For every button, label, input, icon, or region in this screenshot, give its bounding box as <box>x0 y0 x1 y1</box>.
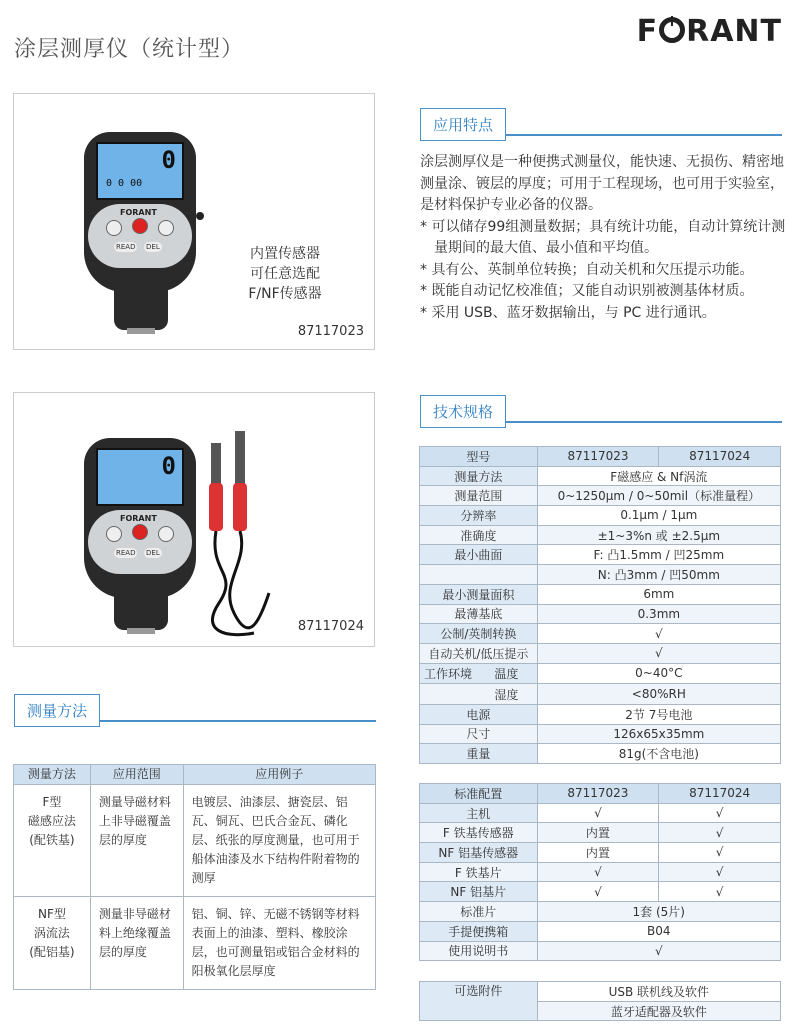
device-right-button <box>158 220 174 236</box>
spec-value: F磁感应 & Nf涡流 <box>537 466 780 486</box>
spec-label: 公制/英制转换 <box>420 624 538 644</box>
config-value-b: √ <box>659 862 781 882</box>
method-table <box>13 764 376 990</box>
config-label: NF 铝基片 <box>420 882 538 902</box>
method-header: 测量方法 <box>14 765 91 785</box>
spec-value: F: 凸1.5mm / 凹25mm <box>537 545 780 565</box>
env-temp-label: 温度 <box>494 666 519 681</box>
del-button: DEL <box>146 243 160 251</box>
device-power-button <box>132 524 148 540</box>
specs-table <box>419 446 781 764</box>
specs-section-header <box>420 395 782 435</box>
spec-label: 尺寸 <box>420 724 538 744</box>
spec-value: √ <box>537 624 780 644</box>
config-label: F 铁基传感器 <box>420 823 538 843</box>
method-scope: 测量导磁材料上非导磁覆盖层的厚度 <box>90 785 183 897</box>
method-scope: 测量非导磁材料上绝缘覆盖层的厚度 <box>90 897 183 990</box>
method-header: 应用范围 <box>90 765 183 785</box>
lcd-reading: 0 <box>161 452 176 480</box>
config-value-a: 内置 <box>537 843 659 863</box>
config-value-b: √ <box>659 882 781 902</box>
config-label: 使用说明书 <box>420 941 538 961</box>
config-value: √ <box>537 941 780 961</box>
spec-value: 126x65x35mm <box>537 724 780 744</box>
gauge-illustration-1 <box>84 132 209 342</box>
method-section-header <box>14 694 376 734</box>
spec-value: 0~40°C <box>537 663 780 684</box>
lcd-segments: 0 0 00 <box>106 178 143 189</box>
config-value-a: √ <box>537 882 659 902</box>
features-text <box>420 152 790 324</box>
config-header-label: 标准配置 <box>420 784 538 804</box>
specs-heading: 技术规格 <box>420 395 506 428</box>
method-name: NF型 涡流法 (配铝基) <box>14 897 91 990</box>
config-value-b: √ <box>659 823 781 843</box>
spec-label: 重量 <box>420 744 538 764</box>
spec-label: 电源 <box>420 704 538 724</box>
spec-label: 最小测量面积 <box>420 584 538 604</box>
spec-value: ±1~3%n 或 ±2.5μm <box>537 525 780 545</box>
read-button: READ <box>116 549 136 557</box>
spec-label <box>420 565 538 585</box>
config-value-a: √ <box>537 862 659 882</box>
config-header-model-b: 87117024 <box>659 784 781 804</box>
device-brand: FORANT <box>120 514 157 523</box>
del-button: DEL <box>146 549 160 557</box>
spec-value: N: 凸3mm / 凹50mm <box>537 565 780 585</box>
spec-label: 准确度 <box>420 525 538 545</box>
spec-value: 0.1μm / 1μm <box>537 506 780 526</box>
external-probes-icon <box>199 423 289 643</box>
caption-line-3: F/NF传感器 <box>248 286 322 302</box>
spec-label: 自动关机/低压提示 <box>420 643 538 663</box>
device-left-button <box>106 526 122 542</box>
config-label: F 铁基片 <box>420 862 538 882</box>
specs-header-model-a: 87117023 <box>537 447 659 467</box>
method-name: F型 磁感应法 (配铁基) <box>14 785 91 897</box>
spec-value: 6mm <box>537 584 780 604</box>
config-table <box>419 783 781 961</box>
method-heading: 测量方法 <box>14 694 100 727</box>
device-left-button <box>106 220 122 236</box>
config-value-a: 内置 <box>537 823 659 843</box>
brand-logo: F RANT <box>636 14 782 49</box>
env-cell <box>420 684 538 705</box>
config-label: 标准片 <box>420 902 538 922</box>
accessories-label: 可选附件 <box>420 982 538 1021</box>
caption-line-1: 内置传感器 <box>250 246 320 262</box>
strap-hook <box>196 212 204 220</box>
features-section-header <box>420 108 782 148</box>
device-power-button <box>132 218 148 234</box>
feature-bullet: * 采用 USB、蓝牙数据输出，与 PC 进行通讯。 <box>420 304 716 321</box>
config-header-model-a: 87117023 <box>537 784 659 804</box>
config-value-b: √ <box>659 803 781 823</box>
spec-label: 最小曲面 <box>420 545 538 565</box>
spec-value: √ <box>537 643 780 663</box>
device-brand: FORANT <box>120 208 157 217</box>
model-number-2: 87117024 <box>297 619 364 634</box>
method-header: 应用例子 <box>183 765 375 785</box>
caption-line-2: 可任意选配 <box>250 266 320 282</box>
config-label: 手提便携箱 <box>420 921 538 941</box>
spec-value: 0.3mm <box>537 604 780 624</box>
env-humidity-label: 湿度 <box>494 687 519 702</box>
specs-header-model-b: 87117024 <box>659 447 781 467</box>
read-button: READ <box>116 243 136 251</box>
env-label: 工作环境 <box>423 666 472 681</box>
product-image-1 <box>13 93 375 350</box>
spec-value: 2节 7号电池 <box>537 704 780 724</box>
spec-label: 测量范围 <box>420 486 538 506</box>
features-heading: 应用特点 <box>420 108 506 141</box>
config-value: 1套 (5片) <box>537 902 780 922</box>
config-value-b: √ <box>659 843 781 863</box>
page-title: 涂层测厚仪（统计型） <box>14 37 245 62</box>
spec-label: 最薄基底 <box>420 604 538 624</box>
feature-bullet: * 既能自动记忆校准值；又能自动识别被测基体材质。 <box>420 283 754 299</box>
accessories-table <box>419 981 781 1021</box>
spec-value: 81g(不含电池) <box>537 744 780 764</box>
lcd-reading: 0 <box>161 146 176 174</box>
specs-header-label: 型号 <box>420 447 538 467</box>
method-example: 电镀层、油漆层、搪瓷层、铝瓦、铜瓦、巴氏合金瓦、磷化层、纸张的厚度测量，也可用于船体油漆及水下结构件附着物的测厚 <box>183 785 375 897</box>
accessory-item: 蓝牙适配器及软件 <box>537 1001 780 1021</box>
env-cell <box>420 663 538 684</box>
spec-value: 0~1250μm / 0~50mil（标准量程） <box>537 486 780 506</box>
accessory-item: USB 联机线及软件 <box>537 982 780 1002</box>
feature-bullet: * 可以储存99组测量数据；具有统计功能，自动计算统计测量期间的最大值、最小值和平均值。 <box>420 218 786 256</box>
config-value-a: √ <box>537 803 659 823</box>
spec-label: 测量方法 <box>420 466 538 486</box>
feature-bullet: * 具有公、英制单位转换；自动关机和欠压提示功能。 <box>420 261 754 278</box>
config-label: 主机 <box>420 803 538 823</box>
spec-label: 分辨率 <box>420 506 538 526</box>
spec-value: <80%RH <box>537 684 780 705</box>
config-label: NF 铝基传感器 <box>420 843 538 863</box>
features-intro: 涂层测厚仪是一种便携式测量仪，能快速、无损伤、精密地测量涂、镀层的厚度；可用于工程现场，也可用于实验室，是材料保护专业必备的仪器。 <box>420 154 784 213</box>
config-value: B04 <box>537 921 780 941</box>
device-right-button <box>158 526 174 542</box>
gauge-illustration-2 <box>84 438 209 648</box>
method-example: 铝、铜、锌、无磁不锈钢等材料表面上的油漆、塑料、橡胶涂层，也可测量铝或铝合金材料的阳极氧化层厚度 <box>183 897 375 990</box>
product-image-2 <box>13 392 375 647</box>
model-number-1: 87117023 <box>297 324 364 339</box>
